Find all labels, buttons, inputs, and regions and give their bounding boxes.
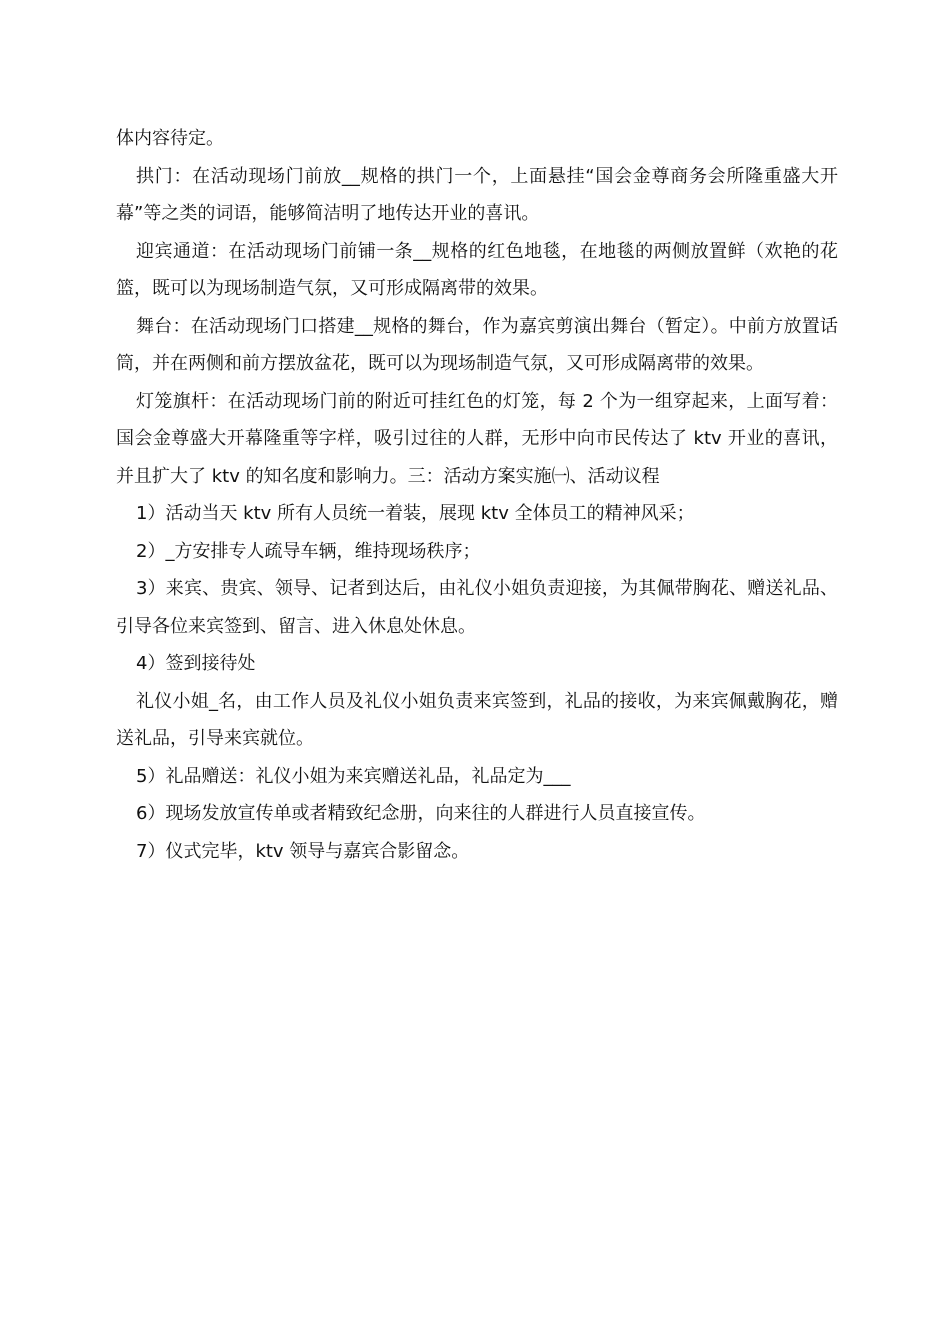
paragraph-arch: 拱门：在活动现场门前放__规格的拱门一个，上面悬挂“国会金尊商务会所隆重盛大开幕”等之类的词语，能够简洁明了地传达开业的喜讯。 — [116, 165, 838, 224]
paragraph-agenda-6: 6）现场发放宣传单或者精致纪念册，向来往的人群进行人员直接宣传。 — [136, 803, 706, 824]
paragraph-welcome-path: 迎宾通道：在活动现场门前铺一条__规格的红色地毯，在地毯的两侧放置鲜（欢艳的花篮，既可以为现场制造气氛，又可形成隔离带的效果。 — [116, 240, 838, 299]
paragraph-agenda-3: 3）来宾、贵宾、领导、记者到达后，由礼仪小姐负责迎接，为其佩带胸花、赠送礼品、引导各位来宾签到、留言、进入休息处休息。 — [116, 578, 838, 637]
document-body — [116, 120, 838, 870]
paragraph-stage: 舞台：在活动现场门口搭建__规格的舞台，作为嘉宾剪演出舞台（暂定）。中前方放置话筒，并在两侧和前方摆放盆花，既可以为现场制造气氛，又可形成隔离带的效果。 — [116, 315, 838, 374]
paragraph-agenda-1: 1）活动当天 ktv 所有人员统一着装，展现 ktv 全体员工的精神风采； — [136, 503, 695, 524]
paragraph-lanterns: 灯笼旗杆：在活动现场门前的附近可挂红色的灯笼，每 2 个为一组穿起来，上面写着：国会金尊盛大开幕隆重等字样，吸引过往的人群，无形中向市民传达了 ktv 开业的喜讯，并且扩大了 ktv 的知名度和影响力。三：活动方案实施㈠、活动议程 — [116, 390, 838, 487]
paragraph-agenda-5: 5）礼品赠送：礼仪小姐为来宾赠送礼品，礼品定为___ — [136, 765, 571, 787]
paragraph-agenda-2: 2）_方安排专人疏导车辆，维持现场秩序； — [136, 540, 481, 562]
paragraph-agenda-4: 4）签到接待处 — [136, 653, 256, 674]
paragraph-reception-staff: 礼仪小姐_名，由工作人员及礼仪小姐负责来宾签到，礼品的接收，为来宾佩戴胸花，赠送礼品，引导来宾就位。 — [116, 690, 838, 749]
paragraph-content-tbd: 体内容待定。 — [116, 128, 224, 149]
paragraph-agenda-7: 7）仪式完毕，ktv 领导与嘉宾合影留念。 — [136, 840, 470, 862]
